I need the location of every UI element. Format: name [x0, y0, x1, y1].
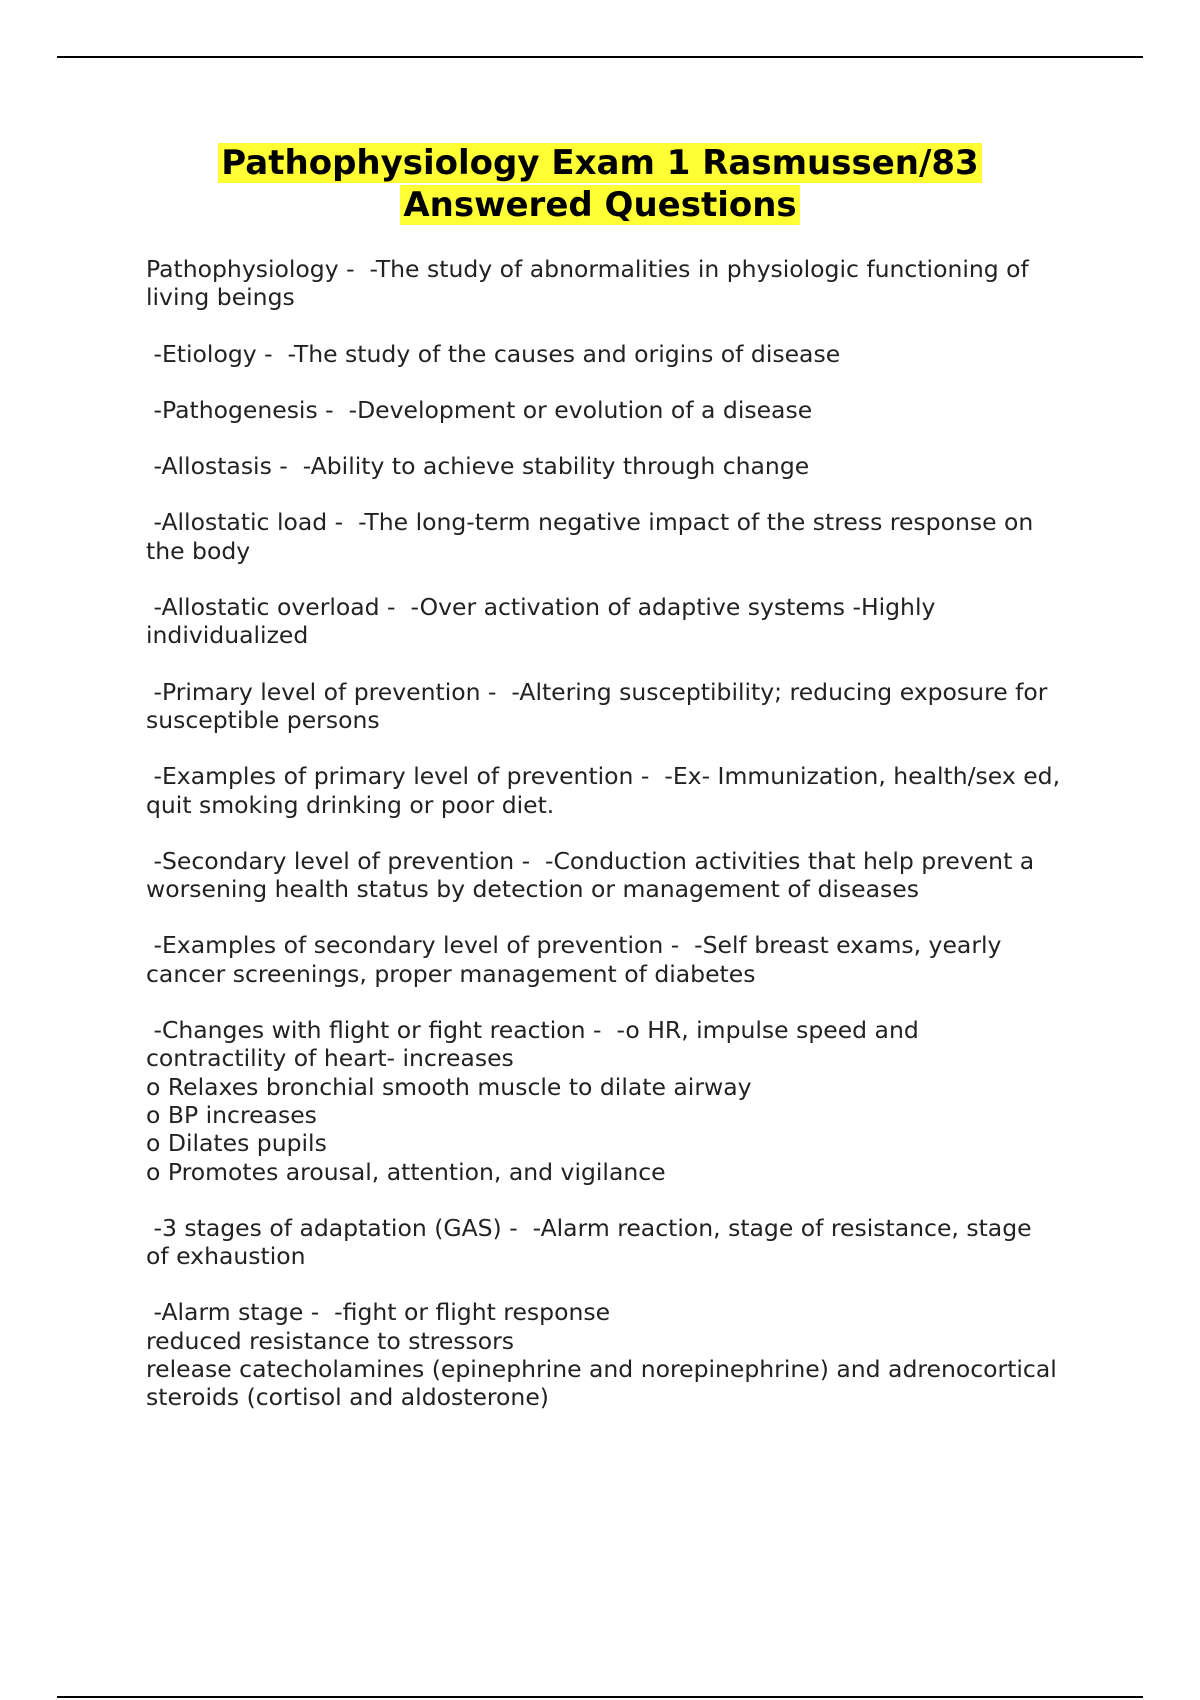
entry-line: -Changes with flight or fight reaction - -o HR, impulse speed and: [146, 1016, 919, 1045]
entry-line: o Relaxes bronchial smooth muscle to dilate airway: [146, 1072, 752, 1101]
entry-line: cancer screenings, proper management of diabetes: [146, 959, 756, 988]
qa-entry: [146, 508, 1106, 565]
entry-line: living beings: [146, 283, 295, 312]
entry-line: Pathophysiology - -The study of abnormalities in physiologic functioning of: [146, 255, 1029, 283]
qa-entry: [146, 678, 1106, 735]
qa-entry: [146, 1214, 1106, 1271]
page-title: [0, 142, 1200, 226]
qa-entry: [146, 396, 1106, 424]
qa-entry: [146, 931, 1106, 988]
entry-line: susceptible persons: [146, 705, 380, 734]
entry-line: reduced resistance to stressors: [146, 1326, 515, 1355]
entry-line: -Etiology - -The study of the causes and origins of disease: [146, 339, 841, 368]
qa-entry: [146, 255, 1106, 312]
entry-line: o Promotes arousal, attention, and vigilance: [146, 1157, 666, 1186]
entry-line: -Allostatic load - -The long-term negative impact of the stress response on: [146, 508, 1034, 537]
entry-line: -Examples of secondary level of prevention - -Self breast exams, yearly: [146, 931, 1002, 960]
entry-line: release catecholamines (epinephrine and norepinephrine) and adrenocortical: [146, 1355, 1057, 1384]
entry-line: -Examples of primary level of prevention - -Ex- Immunization, health/sex ed,: [146, 762, 1061, 791]
entry-line: -Alarm stage - -fight or flight response: [146, 1298, 611, 1327]
entry-line: individualized: [146, 621, 309, 650]
title-line-2: Answered Questions: [400, 185, 799, 225]
entry-line: o Dilates pupils: [146, 1129, 327, 1158]
entry-line: -Pathogenesis - -Development or evolution of a disease: [146, 395, 813, 424]
entry-line: -3 stages of adaptation (GAS) - -Alarm reaction, stage of resistance, stage: [146, 1213, 1032, 1242]
entry-line: -Allostatic overload - -Over activation of adaptive systems -Highly: [146, 593, 936, 622]
entry-line: the body: [146, 536, 251, 565]
entry-line: of exhaustion: [146, 1242, 306, 1271]
qa-entry: [146, 1016, 1106, 1186]
entry-line: steroids (cortisol and aldosterone): [146, 1383, 549, 1412]
bottom-rule: [57, 1696, 1143, 1698]
entry-line: -Primary level of prevention - -Altering susceptibility; reducing exposure for: [146, 677, 1048, 706]
title-line-1: Pathophysiology Exam 1 Rasmussen/83: [218, 143, 981, 183]
document-body: [146, 255, 1106, 1440]
qa-entry: [146, 847, 1106, 904]
top-rule: [57, 56, 1143, 58]
entry-line: worsening health status by detection or management of diseases: [146, 875, 919, 904]
qa-entry: [146, 762, 1106, 819]
qa-entry: [146, 340, 1106, 368]
entry-line: quit smoking drinking or poor diet.: [146, 790, 555, 819]
entry-line: -Allostasis - -Ability to achieve stability through change: [146, 452, 810, 481]
entry-line: o BP increases: [146, 1100, 317, 1129]
entry-line: contractility of heart- increases: [146, 1044, 514, 1073]
qa-entry: [146, 593, 1106, 650]
entry-line: -Secondary level of prevention - -Conduction activities that help prevent a: [146, 846, 1035, 875]
qa-entry: [146, 452, 1106, 480]
qa-entry: [146, 1298, 1106, 1411]
